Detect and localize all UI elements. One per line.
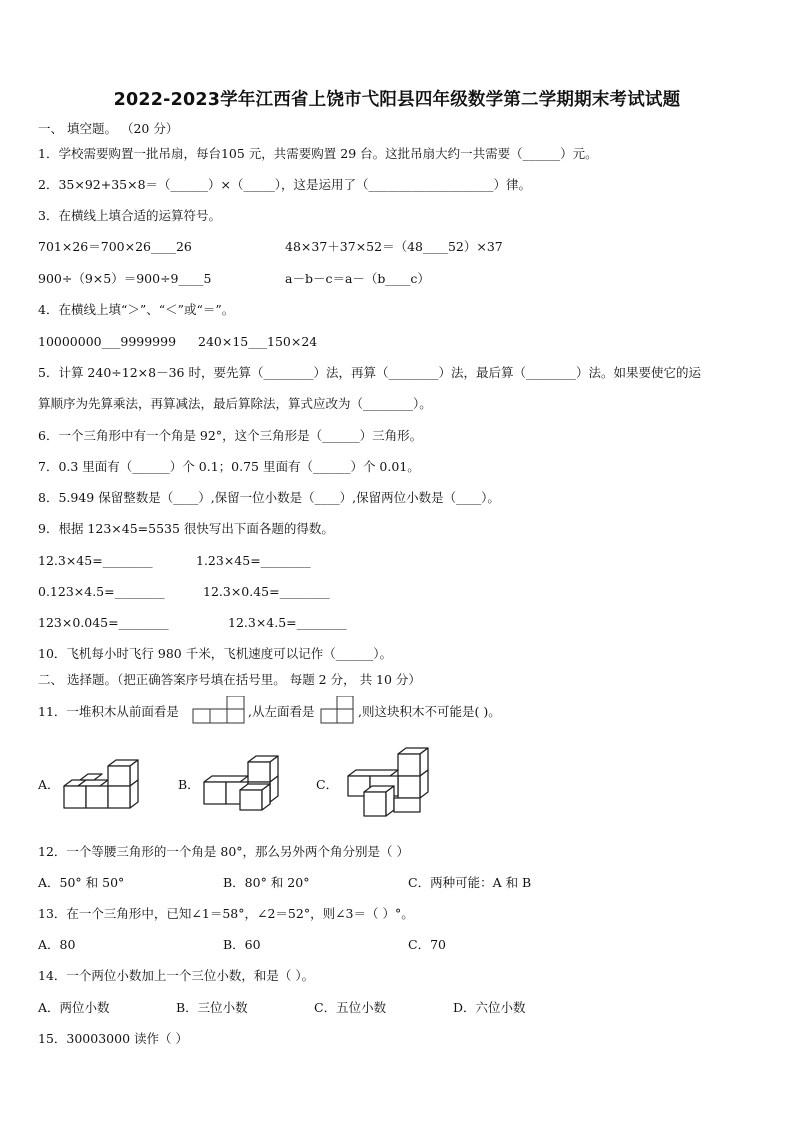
question-1: 1．学校需要购置一批吊扇，每台105 元，共需要购置 29 台。这批吊扇大约一共需要（______）元。 [38, 146, 598, 161]
question-4b: 240×15___150×24 [198, 334, 318, 349]
block-figure-c [342, 746, 434, 820]
option-11a-label: A． [38, 777, 60, 792]
question-4: 4．在横线上填“＞”、“＜”或“＝”。 [38, 302, 235, 317]
question-4a: 10000000___9999999 [38, 334, 177, 349]
page-title: 2022-2023学年江西省上饶市弋阳县四年级数学第二学期期末考试试题 [113, 90, 681, 110]
question-5-line-2: 算顺序为先算乘法，再算减法，最后算除法，算式应改为（________）。 [38, 396, 432, 411]
block-figure-a [62, 758, 142, 814]
question-9c: 0.123×4.5=________ [38, 584, 165, 599]
option-13c: C．70 [408, 937, 446, 952]
question-14: 14．一个两位小数加上一个三位小数，和是（ ）。 [38, 968, 315, 983]
question-9a: 12.3×45=________ [38, 553, 153, 568]
question-3a: 701×26＝700×26____26 [38, 239, 192, 254]
left-view-icon [320, 696, 356, 724]
question-9: 9．根据 123×45=5535 很快写出下面各题的得数。 [38, 521, 334, 536]
option-11c-label: C． [316, 777, 339, 792]
question-15: 15．30003000 读作（ ） [38, 1031, 188, 1046]
block-figure-b [202, 752, 282, 814]
question-3c: 900÷（9×5）＝900÷9____5 [38, 271, 212, 286]
option-14b: B．三位小数 [176, 1000, 248, 1015]
question-9b: 1.23×45=________ [196, 553, 311, 568]
option-12a: A．50° 和 50° [38, 875, 125, 890]
question-9f: 12.3×4.5=________ [228, 615, 347, 630]
question-9d: 12.3×0.45=________ [203, 584, 330, 599]
question-3b: 48×37＋37×52＝（48____52）×37 [285, 239, 503, 254]
option-14a: A．两位小数 [38, 1000, 110, 1015]
question-11-suffix: ,则这块积木不可能是( )。 [358, 704, 501, 719]
option-13b: B．60 [223, 937, 261, 952]
question-10: 10．飞机每小时飞行 980 千米，飞机速度可以记作（______）。 [38, 646, 392, 661]
question-13: 13．在一个三角形中，已知∠1＝58°，∠2＝52°，则∠3＝（ ）°。 [38, 906, 414, 921]
question-9e: 123×0.045=________ [38, 615, 169, 630]
question-5-line-1: 5．计算 240÷12×8－36 时，要先算（________）法，再算（________）法，最后算（________）法。如果要使它的运 [38, 365, 701, 380]
question-11-mid: ,从左面看是 [248, 704, 315, 719]
front-view-icon [192, 696, 246, 724]
question-3d: a－b－c＝a－（b____c） [285, 271, 430, 286]
option-12b: B．80° 和 20° [223, 875, 310, 890]
section-1-heading: 一、 填空题。 （20 分） [38, 121, 179, 136]
section-2-heading: 二、 选择题。（把正确答案序号填在括号里。 每题 2 分， 共 10 分） [38, 672, 421, 687]
question-3: 3．在横线上填合适的运算符号。 [38, 208, 221, 223]
question-11-prefix: 11．一堆积木从前面看是 [38, 704, 179, 719]
question-8: 8．5.949 保留整数是（____）,保留一位小数是（____）,保留两位小数是（____）。 [38, 490, 500, 505]
question-7: 7．0.3 里面有（______）个 0.1；0.75 里面有（______）个 0.01。 [38, 459, 420, 474]
option-11b-label: B． [178, 777, 200, 792]
option-13a: A．80 [38, 937, 76, 952]
option-14c: C．五位小数 [314, 1000, 387, 1015]
question-2: 2．35×92+35×8＝（______）×（_____），这是运用了（____________________）律。 [38, 177, 532, 192]
question-6: 6．一个三角形中有一个角是 92°，这个三角形是（______）三角形。 [38, 428, 423, 443]
option-14d: D．六位小数 [453, 1000, 526, 1015]
question-12: 12．一个等腰三角形的一个角是 80°，那么另外两个角分别是（ ） [38, 844, 410, 859]
option-12c: C．两种可能：A 和 B [408, 875, 532, 890]
